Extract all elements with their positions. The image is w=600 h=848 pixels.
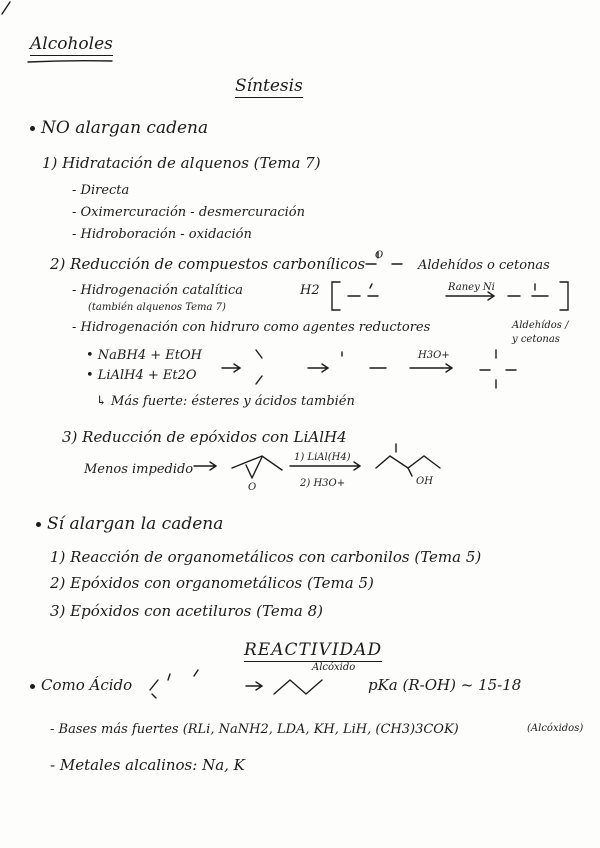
section-heading-sintesis: Síntesis bbox=[235, 76, 303, 96]
epoxide-step-1: 1) LiAl(H4) bbox=[294, 452, 351, 463]
si-alargan-item-1: 1) Reacción de organometálicos con carbonilos (Tema 5) bbox=[50, 548, 482, 566]
reagent-lialh4: • LiAlH4 + Et2O bbox=[86, 368, 197, 383]
reagent-nabh4: • NaBH4 + EtOH bbox=[86, 348, 202, 363]
page-title: Alcoholes bbox=[30, 34, 113, 54]
aldehidos-cetonas-note: Aldehídos o cetonas bbox=[418, 258, 550, 273]
item-reduccion-carbonilicos: 2) Reducción de compuestos carbonílicos bbox=[50, 255, 366, 273]
metales-alcalinos: - Metales alcalinos: Na, K bbox=[50, 756, 245, 774]
epoxide-arrow bbox=[290, 462, 360, 470]
hydride-arrow-2 bbox=[308, 364, 328, 372]
bracket-right bbox=[560, 282, 568, 310]
item-hidratacion: 1) Hidratación de alquenos (Tema 7) bbox=[42, 154, 321, 172]
subitem-directa: - Directa bbox=[72, 183, 130, 198]
alcoxido-label: Alcóxido bbox=[312, 662, 356, 673]
corner-mark bbox=[2, 2, 10, 14]
hidrogenacion-hidruro: - Hidrogenación con hidruro como agentes reductores bbox=[72, 320, 431, 335]
acid-arrow bbox=[246, 682, 262, 690]
bases-note: (Alcóxidos) bbox=[527, 723, 584, 734]
subheading-text: NO alargan cadena bbox=[41, 118, 209, 138]
subitem-hidroboracion: - Hidroboración - oxidación bbox=[72, 227, 252, 242]
hidrog-cat-note: (también alquenos Tema 7) bbox=[88, 302, 226, 313]
como-acido-text: Como Ácido bbox=[41, 676, 133, 694]
hidruro-note-1: Aldehídos / bbox=[512, 320, 569, 331]
epoxide-o-label: O bbox=[248, 482, 257, 493]
carbonyl-sketch bbox=[366, 252, 378, 264]
hidruro-note-2: y cetonas bbox=[512, 334, 560, 345]
subitem-oximercuracion: - Oximercuración - desmercuración bbox=[72, 205, 305, 220]
section-heading-reactividad: REACTIVIDAD bbox=[244, 640, 383, 660]
carbonyl-o-label: O bbox=[375, 250, 384, 261]
subheading-text: Sí alargan la cadena bbox=[47, 514, 224, 534]
h3o-arrow bbox=[410, 364, 452, 372]
si-alargan-item-3: 3) Epóxidos con acetiluros (Tema 8) bbox=[50, 602, 324, 620]
bracket-left bbox=[332, 282, 340, 310]
bases-fuertes: - Bases más fuertes (RLi, NaNH2, LDA, KH, LiH, (CH3)3COK) bbox=[50, 722, 459, 737]
alkoxide-chain bbox=[274, 680, 322, 694]
h2-reagent: H2 bbox=[300, 283, 320, 298]
product-oh-label: OH bbox=[416, 476, 433, 487]
hydride-arrow-1 bbox=[222, 364, 240, 372]
h3o-label: H3O+ bbox=[418, 350, 450, 361]
raney-ni-label: Raney Ni bbox=[448, 282, 495, 293]
pka-value: pKa (R-OH) ~ 15-18 bbox=[368, 676, 522, 694]
hidrogenacion-catalitica: - Hidrogenación catalítica bbox=[72, 283, 244, 298]
menos-impedido: Menos impedido bbox=[84, 462, 194, 477]
item-reduccion-epoxidos: 3) Reducción de epóxidos con LiAlH4 bbox=[62, 428, 347, 446]
raney-arrow bbox=[446, 292, 494, 300]
alcohol-sketch bbox=[150, 680, 158, 698]
epoxide-step-2: 2) H3O+ bbox=[300, 478, 346, 489]
mas-fuerte-note: ↳ Más fuerte: ésteres y ácidos también bbox=[96, 394, 355, 409]
product-chain bbox=[376, 456, 440, 468]
menos-impedido-arrow bbox=[194, 462, 216, 470]
si-alargan-item-2: 2) Epóxidos con organometálicos (Tema 5) bbox=[50, 574, 374, 592]
